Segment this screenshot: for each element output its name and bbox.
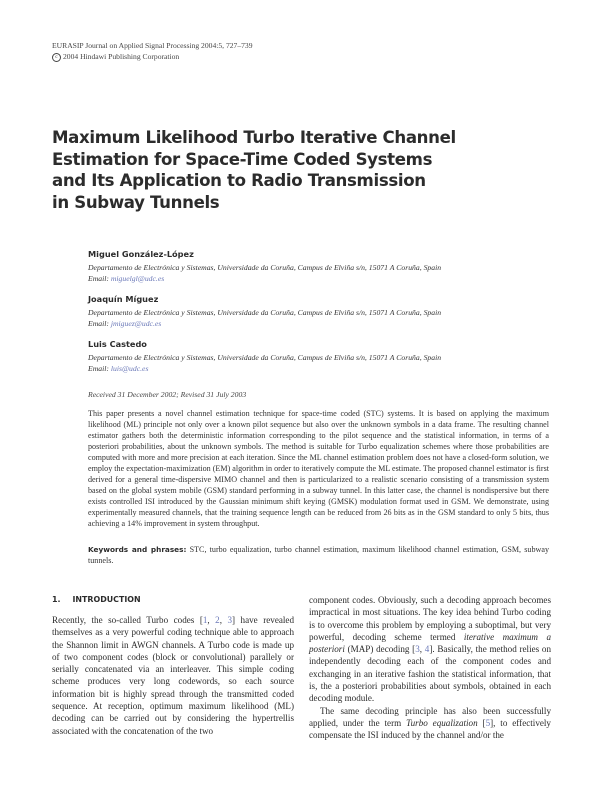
intro-paragraph: The same decoding principle has also been successfully applied, under the term Turbo equalization [5], to effectively compensate the ISI induced by the channel and/or the xyxy=(309,705,551,741)
title-line: in Subway Tunnels xyxy=(52,192,220,212)
journal-line: EURASIP Journal on Applied Signal Processing 2004:5, 727–739 xyxy=(52,41,253,50)
author-email-link[interactable]: miguelgl@udc.es xyxy=(110,273,165,283)
copyright-text: 2004 Hindawi Publishing Corporation xyxy=(63,52,180,61)
email-label: Email: xyxy=(88,273,109,283)
email-label: Email: xyxy=(88,318,109,328)
citation-link[interactable]: 3 xyxy=(227,615,233,625)
left-column xyxy=(52,614,294,737)
keywords xyxy=(88,544,549,566)
paper-title xyxy=(52,127,552,213)
copyright-line xyxy=(52,51,253,62)
author-affiliation: Departamento de Electrónica y Sistemas, Universidade da Coruña, Campus de Elviña s/n, 15071 A Coruña, Spain xyxy=(88,353,442,362)
citation-link[interactable]: 2 xyxy=(215,615,220,625)
citation-link[interactable]: 1 xyxy=(202,615,208,625)
author-block xyxy=(88,338,558,374)
intro-paragraph: Recently, the so-called Turbo codes [1, 2, 3] have revealed themselves as a very powerful coding technique able to approach the Shannon limit in AWGN channels. A Turbo code is made up of two component codes (block or convolutional) parallely or serially concatenated via an interleaver. This simple coding scheme produces very long codewords, so each source information bit is highly spread through the transmitted coded sequence. At reception, optimum maximum likelihood (ML) decoding can be carried out by considering the hypertrellis associated with the concatenation of the two xyxy=(52,615,294,736)
section-number: 1. xyxy=(52,595,61,604)
author-affiliation: Departamento de Electrónica y Sistemas, Universidade da Coruña, Campus de Elviña s/n, 15071 A Coruña, Spain xyxy=(88,308,442,317)
title-line: Maximum Likelihood Turbo Iterative Channel xyxy=(52,128,456,147)
email-label: Email: xyxy=(88,363,109,373)
author-block xyxy=(88,248,558,284)
author-block xyxy=(88,293,558,329)
abstract: This paper presents a novel channel estimation technique for space-time coded (STC) systems. It is based on applying the maximum likelihood (ML) principle not only over a known pilot sequence but also over the unknown symbols in a data frame. The resulting channel estimator gathers both the deterministic information corresponding to the pilot sequence and the statistical information, in terms of a posteriori probabilities, about the unknown symbols. The method is suitable for Turbo equalization schemes where those probabilities are computed with more and more precision at each iteration. Since the ML channel estimation problem does not have a closed-form solution, we employ the expectation-maximization (EM) algorithm in order to iteratively compute the ML estimate. The proposed channel estimator is first derived for a general time-dispersive MIMO channel and then is particularized to a realistic scenario consisting of a transmission system based on the global system mobile (GSM) standard performing in a subway tunnel. In this latter case, the channel is nondispersive but there exists controlled ISI introduced by the Gaussian minimum shift keying (GMSK) modulation format used in GSM. We demonstrate, using experimentally measured channels, that the training sequence length can be reduced from 26 bits as in the GSM standard to only 5 bits, thus achieving a 14% improvement in system throughput. xyxy=(88,409,549,529)
author-email-line xyxy=(88,319,558,330)
title-line: Estimation for Space-Time Coded Systems xyxy=(52,149,433,169)
author-name: Miguel González-López xyxy=(88,249,194,259)
keywords-label: Keywords and phrases: xyxy=(88,545,187,554)
copyright-icon: c xyxy=(52,53,61,62)
author-name: Luis Castedo xyxy=(88,339,147,349)
author-email-link[interactable]: luis@udc.es xyxy=(110,363,149,373)
author-email-link[interactable]: jmiguez@udc.es xyxy=(110,318,162,328)
author-name: Joaquín Míguez xyxy=(88,294,159,304)
title-line: and Its Application to Radio Transmission xyxy=(52,171,426,190)
keywords-text: STC, turbo equalization, turbo channel estimation, maximum likelihood channel estimation, GSM, subway tunnels. xyxy=(88,545,549,566)
received-dates: Received 31 December 2002; Revised 31 July 2003 xyxy=(88,390,247,399)
section-title: INTRODUCTION xyxy=(72,595,141,604)
author-email-line xyxy=(88,274,558,285)
right-column xyxy=(309,594,551,742)
intro-paragraph: component codes. Obviously, such a decoding approach becomes impractical in most situations. The key idea behind Turbo coding is to overcome this problem by employing a suboptimal, but very powerful, decoding scheme termed iterative maximum a posteriori (MAP) decoding [3, 4]. Basically, the method relies on independently decoding each of the component codes and exchanging in an iterative fashion the statistical information, that is, the a posteriori probabilities about symbols, obtained in each decoding module. xyxy=(309,595,552,704)
citation-link[interactable]: 5 xyxy=(485,717,491,728)
author-email-line xyxy=(88,364,558,375)
citation-link[interactable]: 4 xyxy=(424,644,430,655)
author-affiliation: Departamento de Electrónica y Sistemas, Universidade da Coruña, Campus de Elviña s/n, 15071 A Coruña, Spain xyxy=(88,263,442,272)
citation-link[interactable]: 3 xyxy=(415,644,420,655)
author-list xyxy=(88,248,558,383)
journal-header xyxy=(52,40,253,62)
section-heading xyxy=(52,594,141,605)
